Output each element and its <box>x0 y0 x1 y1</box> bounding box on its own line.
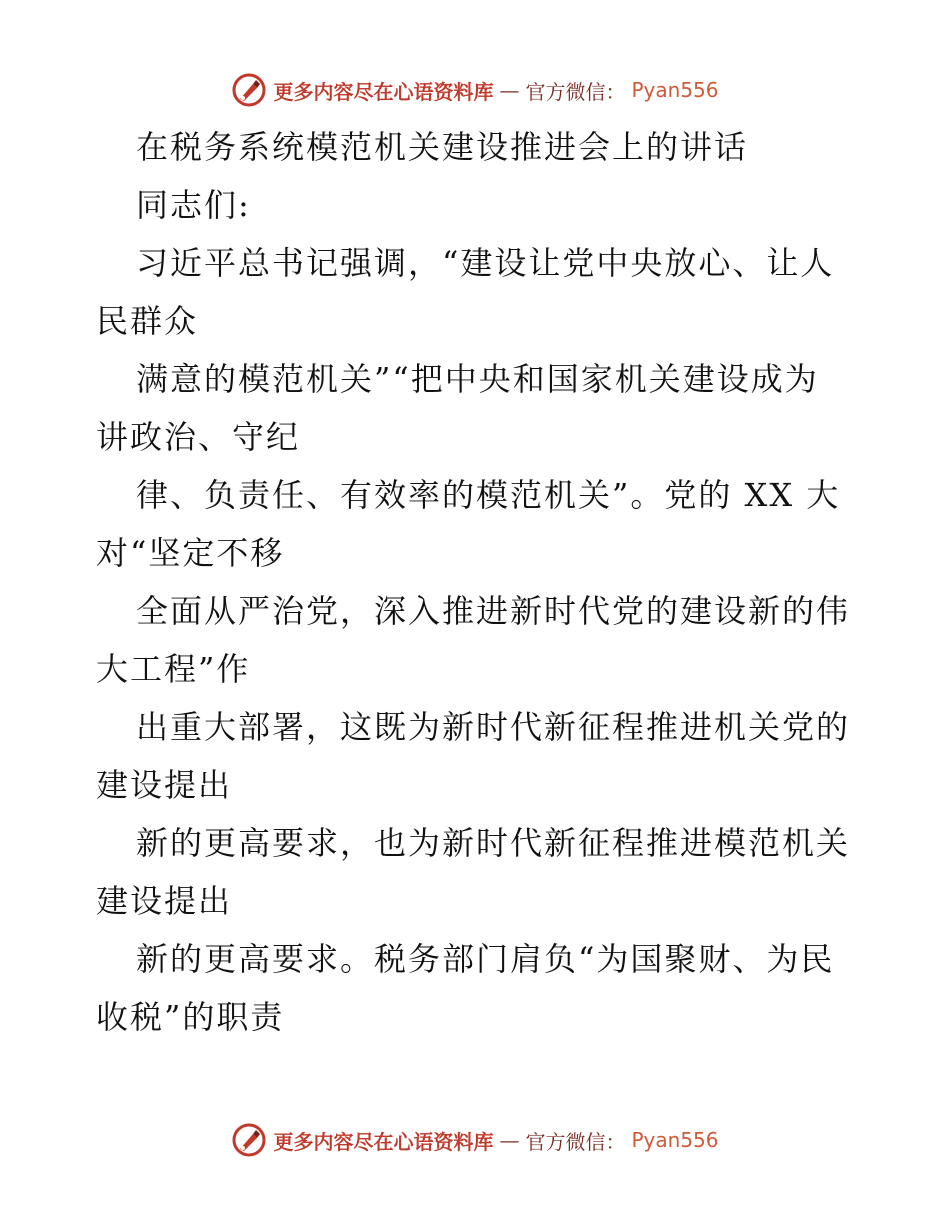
banner-dash: — <box>499 78 520 102</box>
document-body <box>96 118 856 1046</box>
banner-main-text: 更多内容尽在心语资料库 <box>273 79 494 104</box>
footer-watermark-banner <box>0 1118 950 1162</box>
text-line: 收税”的职责 <box>96 998 285 1036</box>
text-line: 新的更高要求，也为新时代新征程推进模范机关 <box>136 824 851 862</box>
text-line: 建设提出 <box>96 882 233 920</box>
banner-main-text: 更多内容尽在心语资料库 <box>273 1129 494 1154</box>
text-line: 讲政治、守纪 <box>96 418 301 456</box>
text-line: 满意的模范机关”“把中央和国家机关建设成为 <box>136 360 819 398</box>
text-line: 全面从严治党，深入推进新时代党的建设新的伟 <box>136 592 851 630</box>
banner-sub-text: 官方微信： <box>525 79 626 104</box>
pen-logo-icon <box>231 72 267 108</box>
text-line: 律、负责任、有效率的模范机关”。党的 XX 大 <box>136 476 841 514</box>
banner-sub-text: 官方微信： <box>525 1129 626 1154</box>
text-line: 出重大部署，这既为新时代新征程推进机关党的 <box>136 708 851 746</box>
text-line: 大工程”作 <box>96 650 251 688</box>
text-line: 习近平总书记强调，“建设让党中央放心、让人 <box>136 244 835 282</box>
text-line: 民群众 <box>96 302 199 340</box>
document-title: 在税务系统模范机关建设推进会上的讲话 <box>136 128 749 166</box>
banner-id-text: Pyan556 <box>631 78 719 102</box>
text-line: 建设提出 <box>96 766 233 804</box>
header-watermark-banner <box>0 68 950 112</box>
banner-id-text: Pyan556 <box>631 1128 719 1152</box>
banner-dash: — <box>499 1128 520 1152</box>
text-line: 对“坚定不移 <box>96 534 285 572</box>
pen-logo-icon <box>231 1122 267 1158</box>
text-line: 新的更高要求。税务部门肩负“为国聚财、为民 <box>136 940 835 978</box>
text-line: 同志们: <box>136 186 251 224</box>
